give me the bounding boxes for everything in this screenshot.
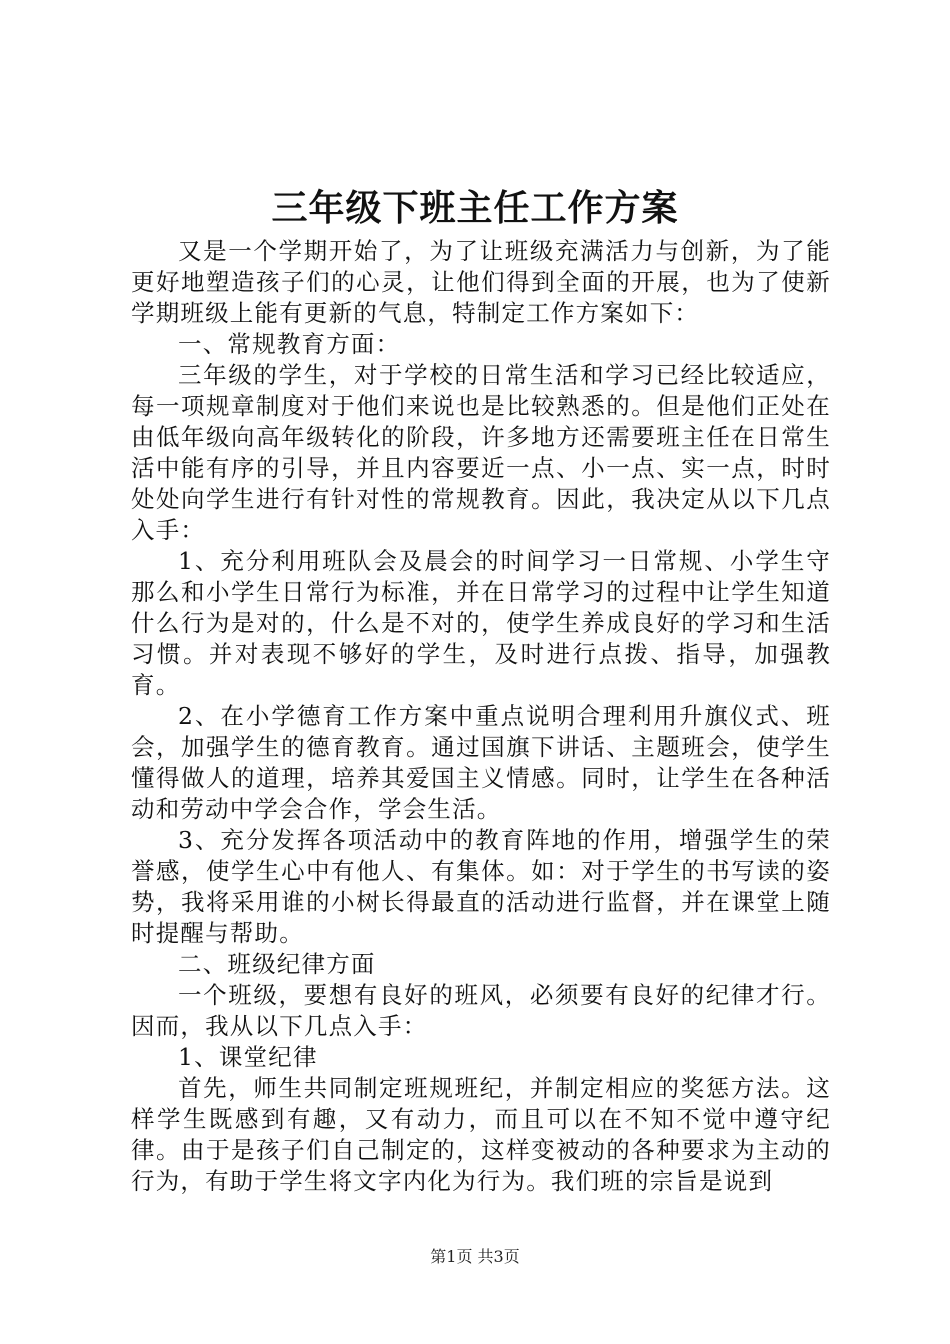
paragraph-point-3: 3、充分发挥各项活动中的教育阵地的作用，增强学生的荣誉感，使学生心中有他人、有集体。如：对于学生的书写读的姿势，我将采用谁的小树长得最直的活动进行监督，并在课堂上随时提醒与帮助。 xyxy=(131,826,831,947)
paragraph-intro: 又是一个学期开始了，为了让班级充满活力与创新，为了能更好地塑造孩子们的心灵，让他们得到全面的开展，也为了使新学期班级上能有更新的气息，特制定工作方案如下： xyxy=(131,237,831,327)
section-heading-routine-education: 一、常规教育方面： xyxy=(178,330,401,358)
document-title: 三年级下班主任工作方案 xyxy=(271,187,679,229)
paragraph-third-grade: 三年级的学生，对于学校的日常生活和学习已经比较适应，每一项规章制度对于他们来说也是比较熟悉的。但是他们正处在由低年级向高年级转化的阶段，许多地方还需要班主任在日常生活中能有序的引导，并且内容要近一点、小一点、实一点，时时处处向学生进行有针对性的常规教育。因此，我决定从以下几点入手： xyxy=(131,361,831,544)
section-heading-class-discipline: 二、班级纪律方面 xyxy=(178,950,376,978)
page-number: 第1页 共3页 xyxy=(430,1247,520,1266)
paragraph-class-rules: 首先，师生共同制定班规班纪，并制定相应的奖惩方法。这样学生既感到有趣，又有动力，而且可以在不知不觉中遵守纪律。由于是孩子们自己制定的，这样变被动的各种要求为主动的行为，有助于学生将文字内化为行为。我们班的宗旨是说到 xyxy=(131,1074,831,1195)
paragraph-point-1: 1、充分利用班队会及晨会的时间学习一日常规、小学生守那么和小学生日常行为标准，并在日常学习的过程中让学生知道什么行为是对的，什么是不对的，使学生养成良好的学习和生活习惯。并对表现不够好的学生，及时进行点拨、指导，加强教育。 xyxy=(131,547,831,699)
paragraph-point-2: 2、在小学德育工作方案中重点说明合理利用升旗仪式、班会，加强学生的德育教育。通过国旗下讲话、主题班会，使学生懂得做人的道理，培养其爱国主义情感。同时，让学生在各种活动和劳动中学会合作，学会生活。 xyxy=(131,702,831,823)
paragraph-discipline-intro: 一个班级，要想有良好的班风，必须要有良好的纪律才行。因而，我从以下几点入手： xyxy=(131,981,831,1040)
subheading-classroom-discipline: 1、课堂纪律 xyxy=(178,1043,318,1071)
document-body xyxy=(131,236,831,1197)
